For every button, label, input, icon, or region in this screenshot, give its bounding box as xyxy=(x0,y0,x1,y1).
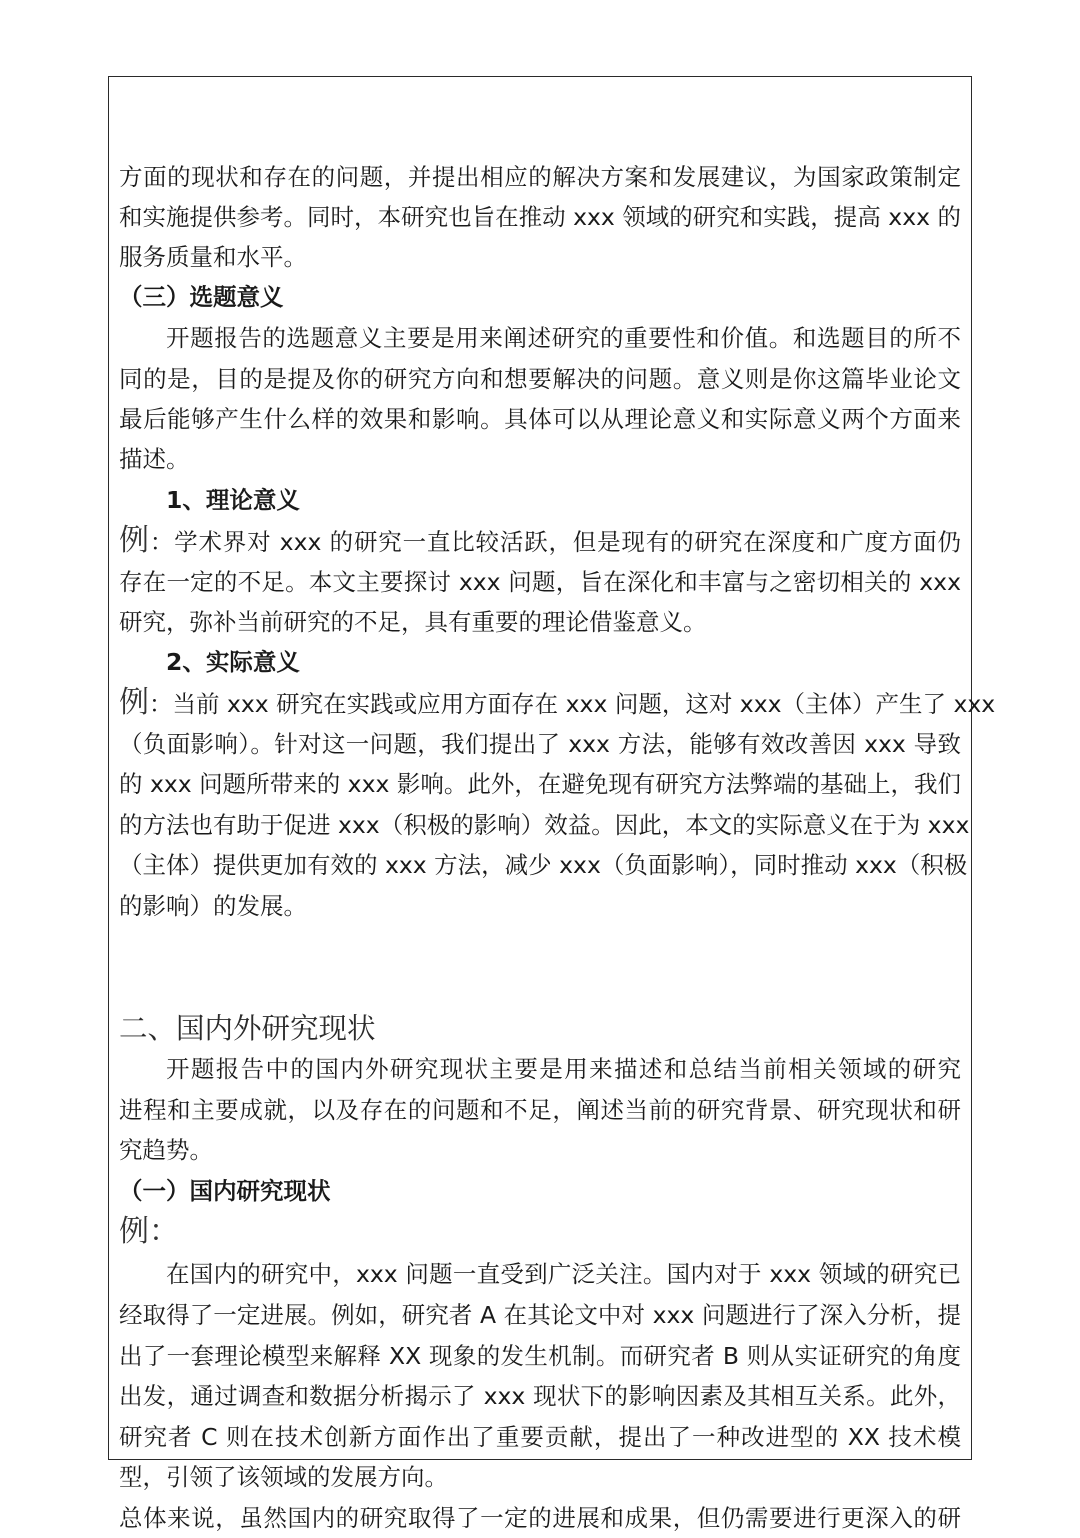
section-heading-2: 二、国内外研究现状 xyxy=(119,1012,376,1045)
paragraph-line: 和实施提供参考。同时，本研究也旨在推动 xxx 领域的研究和实践，提高 xxx 的 xyxy=(119,203,961,231)
paragraph-line: 在国内的研究中，xxx 问题一直受到广泛关注。国内对于 xxx 领域的研究已 xyxy=(166,1260,961,1288)
paragraph-line: 方面的现状和存在的问题，并提出相应的解决方案和发展建议，为国家政策制定 xyxy=(119,163,961,191)
paragraph-line: 出发，通过调查和数据分析揭示了 xxx 现状下的影响因素及其相互关系。此外， xyxy=(119,1382,961,1410)
paragraph-line: 同的是，目的是提及你的研究方向和想要解决的问题。意义则是你这篇毕业论文 xyxy=(119,365,961,393)
paragraph-line: 开题报告的选题意义主要是用来阐述研究的重要性和价值。和选题目的所不 xyxy=(166,324,961,352)
subheading-practice: 2、实际意义 xyxy=(166,648,300,676)
paragraph-line: 描述。 xyxy=(119,445,190,473)
example-text: ：学术界对 xxx 的研究一直比较活跃，但是现有的研究在深度和广度方面仍 xyxy=(149,528,962,556)
paragraph-line: 最后能够产生什么样的效果和影响。具体可以从理论意义和实际意义两个方面来 xyxy=(119,405,961,433)
example-label: 例 xyxy=(119,685,149,720)
example-text: ：当前 xxx 研究在实践或应用方面存在 xxx 问题，这对 xxx（主体）产生了 xxx xyxy=(149,690,996,718)
example-line xyxy=(119,683,996,723)
paragraph-line: 总体来说，虽然国内的研究取得了一定的进展和成果，但仍需要进行更深入的研 xyxy=(119,1504,961,1532)
paragraph-line: 服务质量和水平。 xyxy=(119,243,307,271)
example-line xyxy=(119,521,961,561)
paragraph-line: 研究者 C 则在技术创新方面作出了重要贡献，提出了一种改进型的 XX 技术模 xyxy=(119,1423,961,1451)
paragraph-line: 型，引领了该领域的发展方向。 xyxy=(119,1463,448,1491)
paragraph-line: 研究，弥补当前研究的不足，具有重要的理论借鉴意义。 xyxy=(119,608,707,636)
section-heading-domestic: （一）国内研究现状 xyxy=(119,1177,331,1205)
example-label: 例 xyxy=(119,523,150,558)
paragraph-line: 的影响）的发展。 xyxy=(119,892,307,920)
paragraph-line: （主体）提供更加有效的 xxx 方法，减少 xxx（负面影响），同时推动 xxx（积极 xyxy=(119,851,968,879)
document-table-frame xyxy=(108,76,996,1532)
section-heading-3: （三）选题意义 xyxy=(119,283,284,311)
paragraph-line: 的 xxx 问题所带来的 xxx 影响。此外，在避免现有研究方法弊端的基础上，我们 xyxy=(119,770,961,798)
paragraph-line: 存在一定的不足。本文主要探讨 xxx 问题，旨在深化和丰富与之密切相关的 xxx xyxy=(119,568,961,596)
paragraph-line: 的方法也有助于促进 xxx（积极的影响）效益。因此，本文的实际意义在于为 xxx xyxy=(119,811,970,839)
example-label: 例： xyxy=(119,1214,179,1249)
subheading-theory: 1、理论意义 xyxy=(166,486,300,514)
paragraph-line: 进程和主要成就，以及存在的问题和不足，阐述当前的研究背景、研究现状和研 xyxy=(119,1096,961,1124)
paragraph-line: 经取得了一定进展。例如，研究者 A 在其论文中对 xxx 问题进行了深入分析，提 xyxy=(119,1301,961,1329)
paragraph-line: （负面影响）。针对这一问题，我们提出了 xxx 方法，能够有效改善因 xxx 导致 xyxy=(119,730,961,758)
paragraph-line: 出了一套理论模型来解释 XX 现象的发生机制。而研究者 B 则从实证研究的角度 xyxy=(119,1342,961,1370)
paragraph-line: 究趋势。 xyxy=(119,1136,213,1164)
paragraph-line: 开题报告中的国内外研究现状主要是用来描述和总结当前相关领域的研究 xyxy=(166,1055,961,1083)
